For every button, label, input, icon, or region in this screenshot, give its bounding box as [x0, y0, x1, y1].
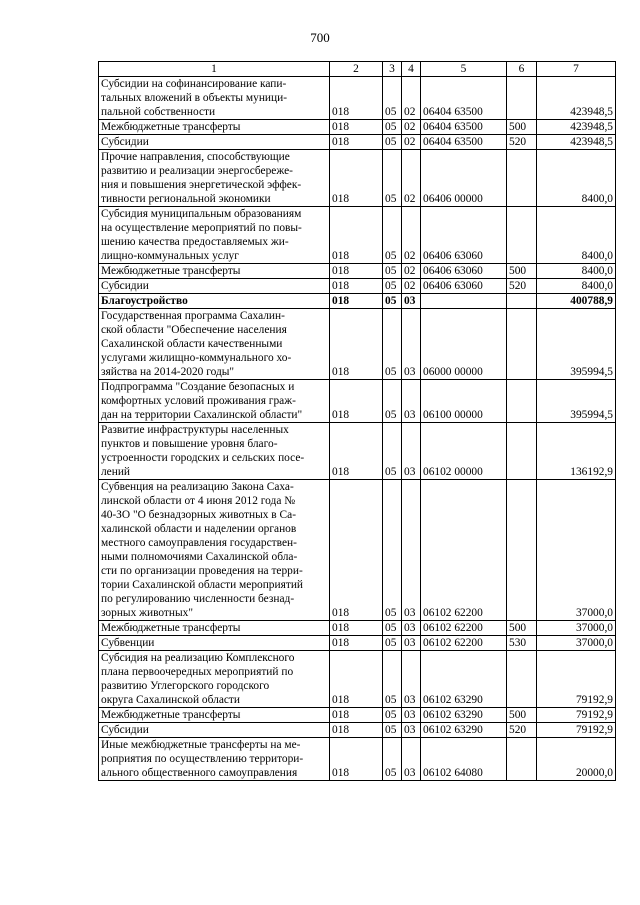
row-ministry-cell: 018 — [330, 738, 383, 781]
row-amount-cell: 79192,9 — [537, 723, 616, 738]
row-type-cell — [507, 738, 537, 781]
row-ministry-cell: 018 — [330, 651, 383, 708]
header-cell: 7 — [537, 62, 616, 77]
row-subsection-cell: 02 — [402, 150, 421, 207]
row-amount-cell: 8400,0 — [537, 264, 616, 279]
row-section-cell: 05 — [383, 636, 402, 651]
header-cell: 2 — [330, 62, 383, 77]
row-ministry-cell: 018 — [330, 621, 383, 636]
row-amount-cell: 79192,9 — [537, 651, 616, 708]
row-section-cell: 05 — [383, 708, 402, 723]
row-section-cell: 05 — [383, 738, 402, 781]
row-type-cell: 500 — [507, 621, 537, 636]
row-amount-cell: 37000,0 — [537, 480, 616, 621]
row-ministry-cell: 018 — [330, 77, 383, 120]
table-row — [99, 738, 616, 781]
table-row — [99, 294, 616, 309]
row-name-cell: Государственная программа Сахалин- ской области "Обеспечение населения Сахалинской области качественными услугами жилищно-коммунального хо- зяйства на 2014-2020 годы" — [99, 309, 330, 380]
row-target-cell: 06102 62200 — [421, 480, 507, 621]
row-ministry-cell: 018 — [330, 423, 383, 480]
row-name-cell: Субсидии — [99, 135, 330, 150]
row-section-cell: 05 — [383, 150, 402, 207]
row-subsection-cell: 03 — [402, 651, 421, 708]
header-cell: 6 — [507, 62, 537, 77]
row-target-cell: 06406 63060 — [421, 264, 507, 279]
row-name-cell: Субвенция на реализацию Закона Саха- линской области от 4 июня 2012 года № 40-ЗО "О безнадзорных животных в Са- халинской области и наделении органов местного самоуправления государствен- ными полномочиями Сахалинской обла- сти по организации проведения на терри- тории Сахалинской области мероприятий по регулированию численности безнад- зорных животных" — [99, 480, 330, 621]
row-type-cell: 500 — [507, 120, 537, 135]
row-name-cell: Субсидия муниципальным образованиям на осуществление мероприятий по повы- шению качества предоставляемых жи- лищно-коммунальных услуг — [99, 207, 330, 264]
row-ministry-cell: 018 — [330, 380, 383, 423]
row-subsection-cell: 03 — [402, 621, 421, 636]
row-amount-cell: 395994,5 — [537, 380, 616, 423]
table-row — [99, 309, 616, 380]
row-ministry-cell: 018 — [330, 150, 383, 207]
header-cell: 3 — [383, 62, 402, 77]
row-amount-cell: 37000,0 — [537, 636, 616, 651]
row-subsection-cell: 02 — [402, 279, 421, 294]
row-name-cell: Субсидия на реализацию Комплексного плана первоочередных мероприятий по развитию Углегорского городского округа Сахалинской области — [99, 651, 330, 708]
table-row — [99, 621, 616, 636]
row-target-cell: 06102 63290 — [421, 651, 507, 708]
row-ministry-cell: 018 — [330, 708, 383, 723]
row-name-cell: Межбюджетные трансферты — [99, 120, 330, 135]
row-name-cell: Подпрограмма "Создание безопасных и комфортных условий проживания граж- дан на территории Сахалинской области" — [99, 380, 330, 423]
row-name-cell: Субвенции — [99, 636, 330, 651]
row-ministry-cell: 018 — [330, 135, 383, 150]
row-ministry-cell: 018 — [330, 264, 383, 279]
row-ministry-cell: 018 — [330, 309, 383, 380]
row-amount-cell: 423948,5 — [537, 120, 616, 135]
row-target-cell: 06102 63290 — [421, 723, 507, 738]
header-cell: 1 — [99, 62, 330, 77]
row-type-cell: 530 — [507, 636, 537, 651]
row-section-cell: 05 — [383, 380, 402, 423]
row-target-cell: 06404 63500 — [421, 77, 507, 120]
row-subsection-cell: 03 — [402, 738, 421, 781]
row-amount-cell: 8400,0 — [537, 207, 616, 264]
budget-table — [98, 61, 616, 781]
row-name-cell: Благоустройство — [99, 294, 330, 309]
row-target-cell — [421, 294, 507, 309]
row-section-cell: 05 — [383, 621, 402, 636]
row-section-cell: 05 — [383, 135, 402, 150]
row-type-cell — [507, 651, 537, 708]
row-ministry-cell: 018 — [330, 480, 383, 621]
row-type-cell: 520 — [507, 135, 537, 150]
row-amount-cell: 423948,5 — [537, 77, 616, 120]
table-row — [99, 77, 616, 120]
row-subsection-cell: 02 — [402, 264, 421, 279]
row-type-cell — [507, 480, 537, 621]
row-name-cell: Субсидии — [99, 723, 330, 738]
row-subsection-cell: 02 — [402, 120, 421, 135]
table-row — [99, 207, 616, 264]
row-amount-cell: 37000,0 — [537, 621, 616, 636]
row-amount-cell: 423948,5 — [537, 135, 616, 150]
table-row — [99, 264, 616, 279]
table-row — [99, 279, 616, 294]
row-subsection-cell: 03 — [402, 480, 421, 621]
row-target-cell: 06000 00000 — [421, 309, 507, 380]
row-target-cell: 06406 63060 — [421, 279, 507, 294]
row-amount-cell: 79192,9 — [537, 708, 616, 723]
table-row — [99, 480, 616, 621]
row-type-cell: 500 — [507, 708, 537, 723]
row-type-cell — [507, 309, 537, 380]
row-amount-cell: 400788,9 — [537, 294, 616, 309]
row-name-cell: Субсидии на софинансирование капи- тальных вложений в объекты муници- пальной собственности — [99, 77, 330, 120]
row-ministry-cell: 018 — [330, 207, 383, 264]
row-target-cell: 06406 63060 — [421, 207, 507, 264]
row-type-cell — [507, 294, 537, 309]
row-ministry-cell: 018 — [330, 279, 383, 294]
row-section-cell: 05 — [383, 77, 402, 120]
row-name-cell: Субсидии — [99, 279, 330, 294]
row-target-cell: 06102 62200 — [421, 621, 507, 636]
row-name-cell: Прочие направления, способствующие развитию и реализации энергосбереже- ния и повышения энергетической эффек- тивности региональной экономики — [99, 150, 330, 207]
row-section-cell: 05 — [383, 723, 402, 738]
table-header-row — [99, 62, 616, 77]
row-target-cell: 06404 63500 — [421, 120, 507, 135]
table-row — [99, 380, 616, 423]
row-section-cell: 05 — [383, 207, 402, 264]
row-subsection-cell: 03 — [402, 309, 421, 380]
row-subsection-cell: 03 — [402, 294, 421, 309]
row-ministry-cell: 018 — [330, 636, 383, 651]
table-row — [99, 723, 616, 738]
row-ministry-cell: 018 — [330, 294, 383, 309]
row-section-cell: 05 — [383, 480, 402, 621]
row-subsection-cell: 03 — [402, 708, 421, 723]
row-subsection-cell: 02 — [402, 207, 421, 264]
table-row — [99, 150, 616, 207]
row-target-cell: 06406 00000 — [421, 150, 507, 207]
row-amount-cell: 20000,0 — [537, 738, 616, 781]
row-type-cell — [507, 150, 537, 207]
row-section-cell: 05 — [383, 120, 402, 135]
table-row — [99, 135, 616, 150]
row-subsection-cell: 02 — [402, 77, 421, 120]
row-name-cell: Межбюджетные трансферты — [99, 264, 330, 279]
row-target-cell: 06404 63500 — [421, 135, 507, 150]
page-number: 700 — [310, 30, 330, 45]
row-target-cell: 06102 63290 — [421, 708, 507, 723]
row-type-cell: 520 — [507, 279, 537, 294]
row-name-cell: Развитие инфраструктуры населенных пунктов и повышение уровня благо- устроенности городских и сельских посе- лений — [99, 423, 330, 480]
row-section-cell: 05 — [383, 279, 402, 294]
row-amount-cell: 395994,5 — [537, 309, 616, 380]
row-section-cell: 05 — [383, 309, 402, 380]
row-section-cell: 05 — [383, 294, 402, 309]
row-target-cell: 06102 64080 — [421, 738, 507, 781]
row-subsection-cell: 03 — [402, 380, 421, 423]
row-subsection-cell: 03 — [402, 636, 421, 651]
row-target-cell: 06102 62200 — [421, 636, 507, 651]
table-row — [99, 120, 616, 135]
row-type-cell — [507, 207, 537, 264]
header-cell: 5 — [421, 62, 507, 77]
row-name-cell: Иные межбюджетные трансферты на ме- роприятия по осуществлению территори- ального общественного самоуправления — [99, 738, 330, 781]
row-section-cell: 05 — [383, 423, 402, 480]
table-row — [99, 708, 616, 723]
header-cell: 4 — [402, 62, 421, 77]
row-type-cell — [507, 380, 537, 423]
row-ministry-cell: 018 — [330, 120, 383, 135]
row-subsection-cell: 03 — [402, 423, 421, 480]
row-subsection-cell: 03 — [402, 723, 421, 738]
row-name-cell: Межбюджетные трансферты — [99, 621, 330, 636]
row-type-cell — [507, 423, 537, 480]
row-target-cell: 06100 00000 — [421, 380, 507, 423]
row-target-cell: 06102 00000 — [421, 423, 507, 480]
budget-table-body — [99, 62, 616, 781]
row-ministry-cell: 018 — [330, 723, 383, 738]
row-section-cell: 05 — [383, 264, 402, 279]
row-type-cell: 520 — [507, 723, 537, 738]
table-row — [99, 423, 616, 480]
row-amount-cell: 136192,9 — [537, 423, 616, 480]
row-amount-cell: 8400,0 — [537, 150, 616, 207]
row-subsection-cell: 02 — [402, 135, 421, 150]
row-type-cell — [507, 77, 537, 120]
row-name-cell: Межбюджетные трансферты — [99, 708, 330, 723]
row-type-cell: 500 — [507, 264, 537, 279]
row-amount-cell: 8400,0 — [537, 279, 616, 294]
table-row — [99, 636, 616, 651]
table-row — [99, 651, 616, 708]
row-section-cell: 05 — [383, 651, 402, 708]
